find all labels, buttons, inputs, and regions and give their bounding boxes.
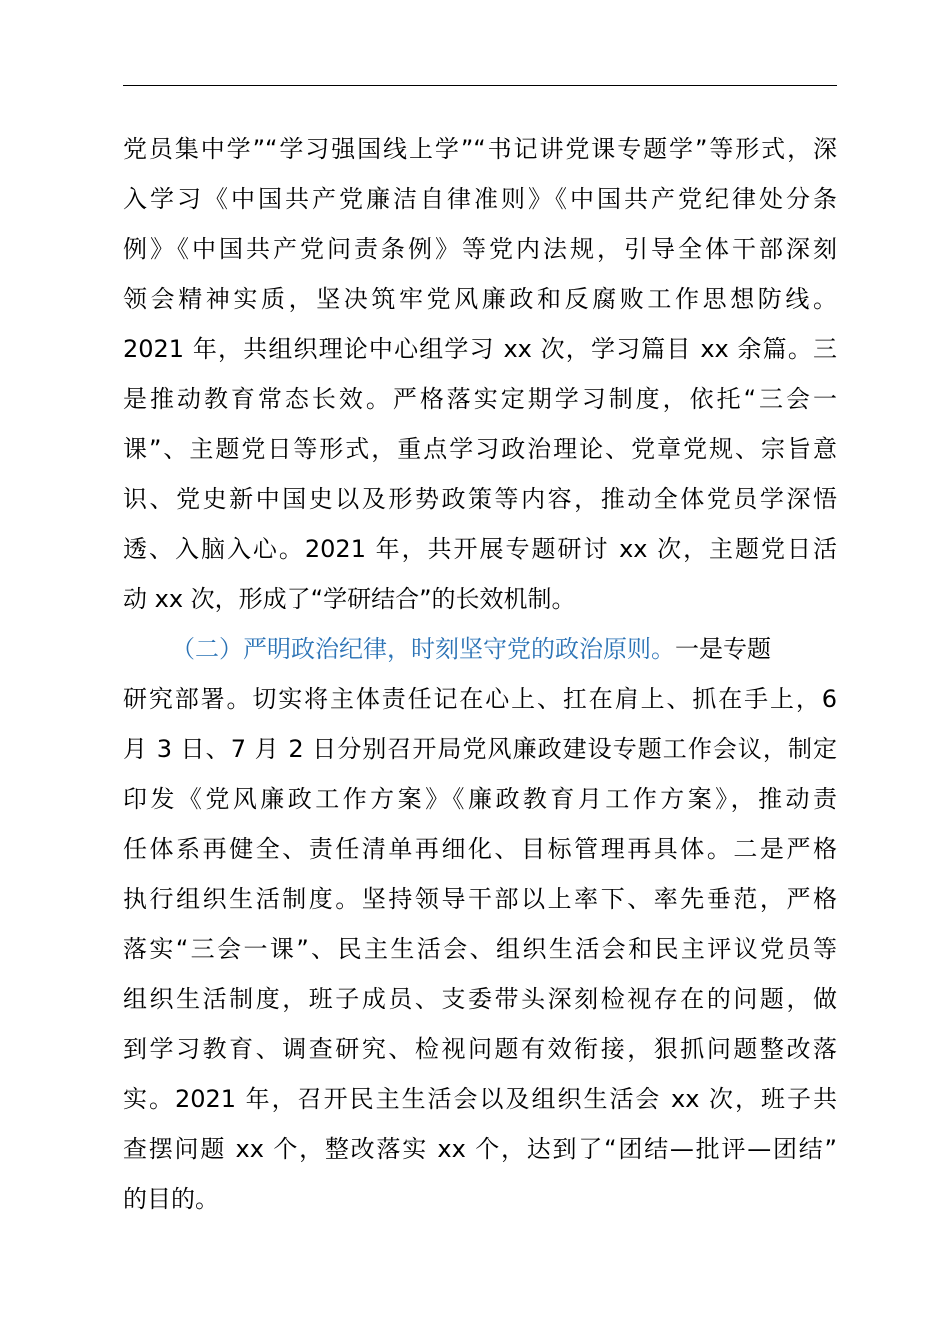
paragraph-2-line: 印发《党风廉政工作方案》《廉政教育月工作方案》，推动责 [123,785,837,813]
paragraph-2-first-line [123,624,837,674]
paragraph-2-line: 落实“三会一课”、民主生活会、组织生活会和民主评议党员等 [123,935,837,963]
paragraph-2-line: 到学习教育、调查研究、检视问题有效衔接，狠抓问题整改落 [123,1035,837,1063]
paragraph-2-line: 执行组织生活制度。坚持领导干部以上率下、率先垂范，严格 [123,885,837,913]
paragraph-2-first-line-text: 一是专题 [675,635,771,663]
paragraph-1-line: 识、党史新中国史以及形势政策等内容，推动全体党员学深悟 [123,485,837,513]
paragraph-1-line: 入学习《中国共产党廉洁自律准则》《中国共产党纪律处分条 [123,185,837,213]
paragraph-2-line: 实。2021 年，召开民主生活会以及组织生活会 xx 次，班子共 [123,1085,837,1113]
paragraph-1-line: 2021 年，共组织理论中心组学习 xx 次，学习篇目 xx 余篇。三 [123,335,837,363]
paragraph-2 [123,624,837,1224]
section-heading: （二）严明政治纪律，时刻坚守党的政治原则。 [171,635,675,663]
paragraph-1-line: 例》《中国共产党问责条例》等党内法规，引导全体干部深刻 [123,235,837,263]
paragraph-1-line: 是推动教育常态长效。严格落实定期学习制度，依托“三会一 [123,385,837,413]
paragraph-2-line: 查摆问题 xx 个，整改落实 xx 个，达到了“团结—批评—团结” [123,1135,837,1163]
paragraph-2-line: 组织生活制度，班子成员、支委带头深刻检视存在的问题，做 [123,985,837,1013]
paragraph-1 [123,124,837,624]
paragraph-1-line: 透、入脑入心。2021 年，共开展专题研讨 xx 次，主题党日活 [123,535,837,563]
paragraph-1-line: 党员集中学”“学习强国线上学”“书记讲党课专题学”等形式，深 [123,135,837,163]
paragraph-2-line: 月 3 日、7 月 2 日分别召开局党风廉政建设专题工作会议，制定 [123,735,837,763]
paragraph-2-line: 研究部署。切实将主体责任记在心上、扛在肩上、抓在手上，6 [123,685,837,713]
paragraph-2-last-line: 的目的。 [123,1185,219,1213]
header-rule [123,85,837,86]
paragraph-1-line: 领会精神实质，坚决筑牢党风廉政和反腐败工作思想防线。 [123,285,837,313]
paragraph-2-line: 任体系再健全、责任清单再细化、目标管理再具体。二是严格 [123,835,837,863]
paragraph-1-line: 课”、主题党日等形式，重点学习政治理论、党章党规、宗旨意 [123,435,837,463]
paragraph-1-last-line: 动 xx 次，形成了“学研结合”的长效机制。 [123,585,576,613]
document-body [123,124,837,1224]
